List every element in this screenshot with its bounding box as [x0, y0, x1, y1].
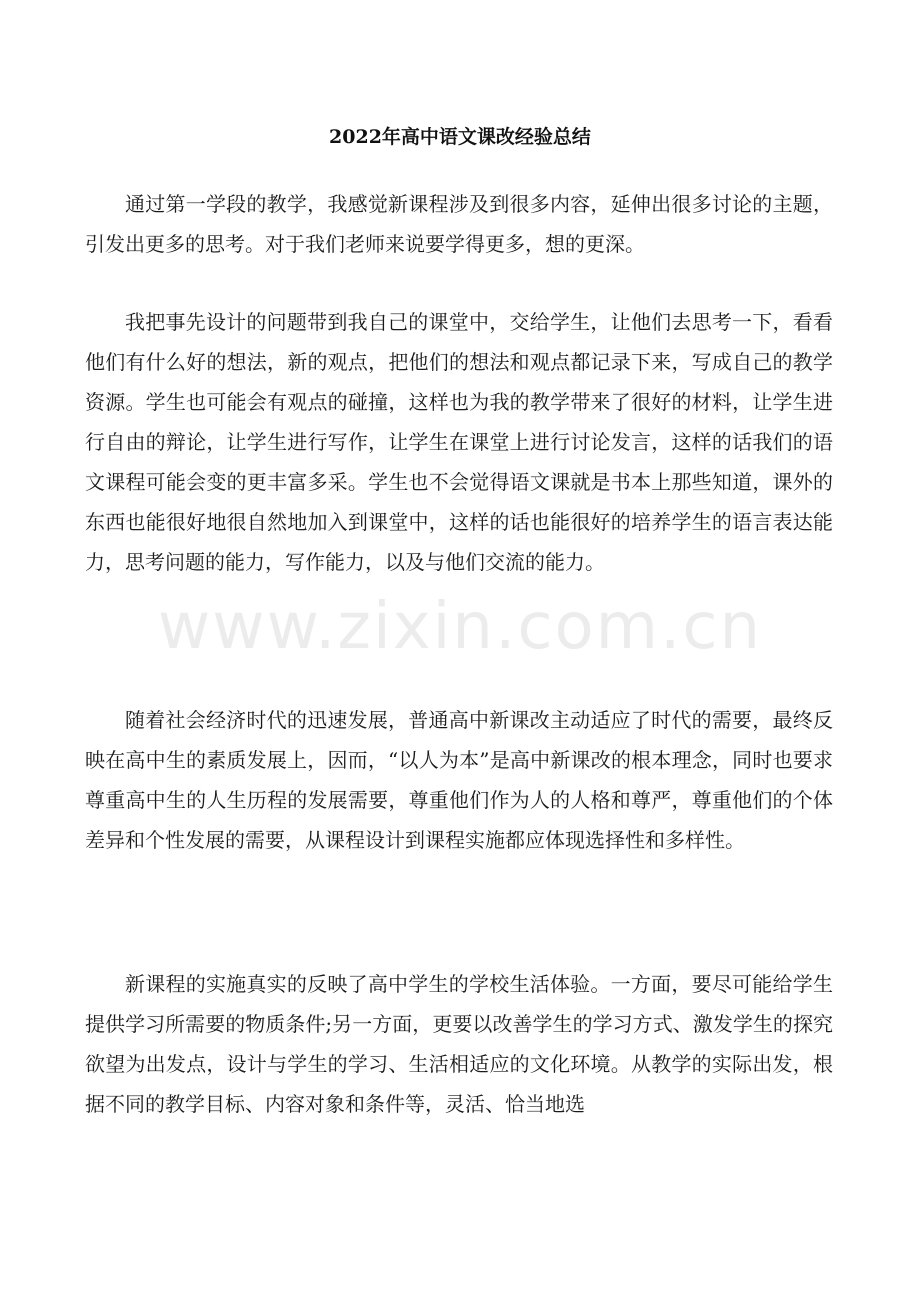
paragraph-4: 新课程的实施真实的反映了高中学生的学校生活体验。一方面，要尽可能给学生提供学习所需要的物质条件;另一方面，更要以改善学生的学习方式、激发学生的探究欲望为出发点，设计与学生的学习、生活相适应的文化环境。从教学的实际出发，根据不同的教学目标、内容对象和条件等，灵活、恰当地选: [85, 972, 833, 1116]
paragraph-3: 随着社会经济时代的迅速发展，普通高中新课改主动适应了时代的需要，最终反映在高中生的素质发展上，因而，“以人为本”是高中新课改的根本理念，同时也要求尊重高中生的人生历程的发展需要，尊重他们作为人的人格和尊严，尊重他们的个体差异和个性发展的需要，从课程设计到课程实施都应体现选择性和多样性。: [85, 708, 833, 852]
watermark: www.zixin.com.cn: [157, 590, 763, 664]
paragraph-2: 我把事先设计的问题带到我自己的课堂中，交给学生，让他们去思考一下，看看他们有什么好的想法，新的观点，把他们的想法和观点都记录下来，写成自己的教学资源。学生也可能会有观点的碰撞，这样也为我的教学带来了很好的材料，让学生进行自由的辩论，让学生进行写作，让学生在课堂上进行讨论发言，这样的话我们的语文课程可能会变的更丰富多采。学生也不会觉得语文课就是书本上那些知道，课外的东西也能很好地很自然地加入到课堂中，这样的话也能很好的培养学生的语言表达能力，思考问题的能力，写作能力，以及与他们交流的能力。: [85, 310, 833, 574]
paragraph-1: 通过第一学段的教学，我感觉新课程涉及到很多内容，延伸出很多讨论的主题，引发出更多的思考。对于我们老师来说要学得更多，想的更深。: [85, 192, 833, 256]
document-title: 2022年高中语文课改经验总结: [329, 126, 591, 148]
